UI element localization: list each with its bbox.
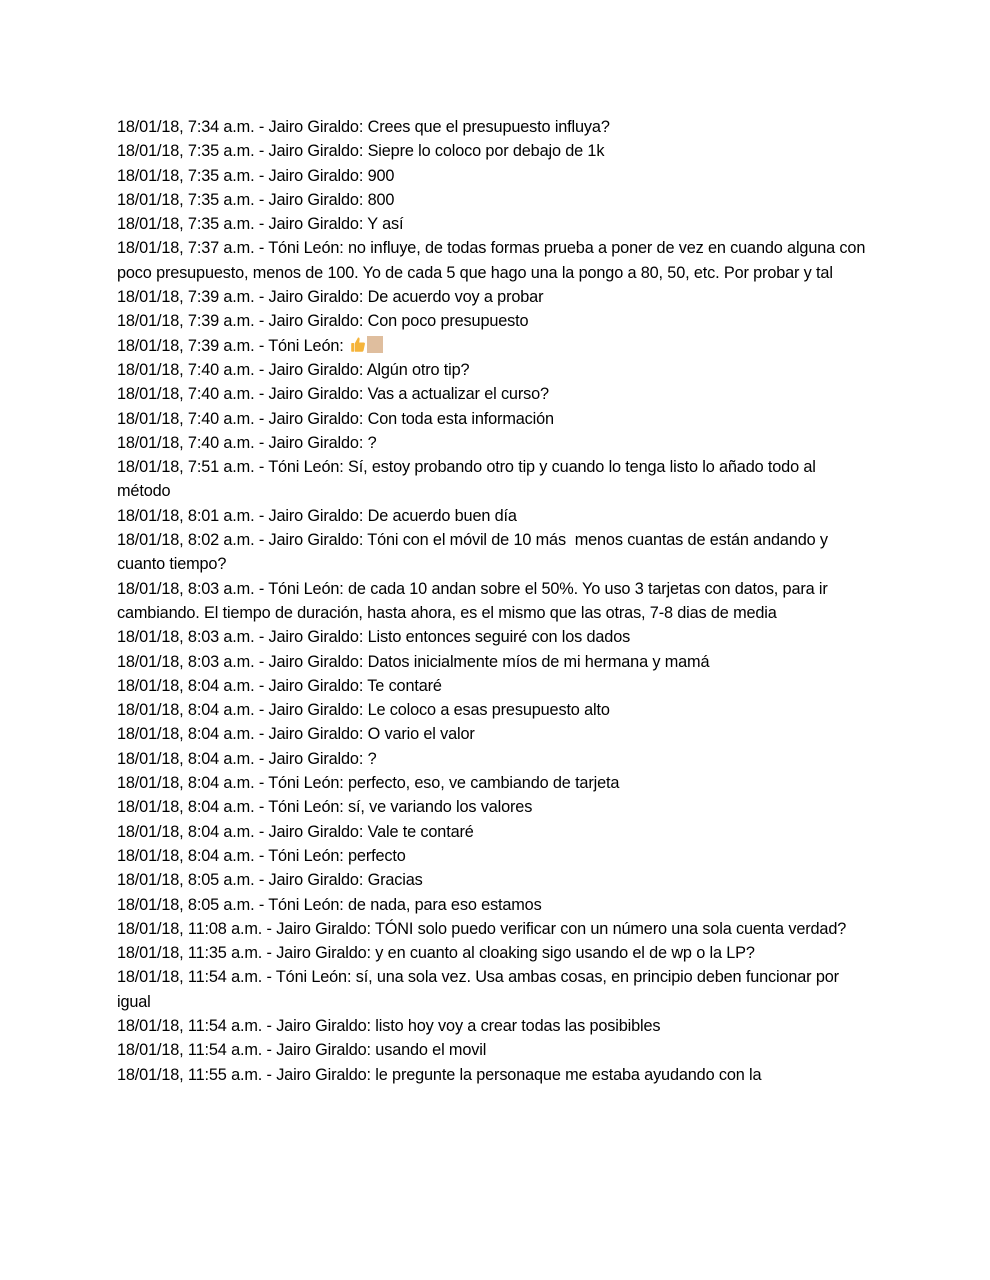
- message-sender: Jairo Giraldo: [268, 749, 359, 768]
- message-timestamp: 18/01/18, 8:03 a.m.: [117, 628, 255, 647]
- chat-message: 18/01/18, 8:04 a.m. - Tóni León: perfecto, eso, ve cambiando de tarjeta: [117, 774, 620, 793]
- message-sender: Tóni León: [268, 579, 340, 598]
- message-timestamp: 18/01/18, 8:04 a.m.: [117, 749, 255, 768]
- message-text: Le coloco a esas presupuesto alto: [367, 701, 610, 720]
- thumbs-up-icon: [350, 336, 366, 353]
- message-text: TÓNI solo puedo verificar con un número una sola cuenta verdad?: [375, 919, 847, 938]
- message-timestamp: 18/01/18, 11:55 a.m.: [117, 1065, 263, 1084]
- chat-message: 18/01/18, 7:35 a.m. - Jairo Giraldo: 900: [117, 166, 395, 185]
- message-sender: Tóni León: [275, 968, 347, 987]
- message-sender: Jairo Giraldo: [268, 385, 359, 404]
- chat-message: 18/01/18, 8:04 a.m. - Jairo Giraldo: Vale te contaré: [117, 822, 474, 841]
- message-timestamp: 18/01/18, 11:54 a.m.: [117, 1016, 263, 1035]
- chat-message: 18/01/18, 11:55 a.m. - Jairo Giraldo: le pregunte la personaque me estaba ayudando con la: [117, 1065, 762, 1084]
- skin-tone-modifier-icon: [367, 336, 383, 353]
- chat-message: 18/01/18, 7:39 a.m. - Jairo Giraldo: Con poco presupuesto: [117, 312, 529, 331]
- message-timestamp: 18/01/18, 7:39 a.m.: [117, 312, 255, 331]
- message-timestamp: 18/01/18, 8:05 a.m.: [117, 871, 255, 890]
- chat-message: 18/01/18, 8:05 a.m. - Jairo Giraldo: Gracias: [117, 871, 423, 890]
- message-text: de cada 10 andan sobre el 50%. Yo uso 3 tarjetas con datos, para ir cambiando. El tiempo de duración, hasta ahora, es el mismo que las otras, 7-8 dias de media: [117, 579, 833, 622]
- message-sender: Jairo Giraldo: [268, 190, 359, 209]
- chat-message: 18/01/18, 7:39 a.m. - Tóni León:: [117, 334, 869, 358]
- message-text: no influye, de todas formas prueba a poner de vez en cuando alguna con poco presupuesto, menos de 100. Yo de cada 5 que hago una la pongo a 80, 50, etc. Por probar y tal: [117, 239, 870, 282]
- message-sender: Tóni León: [268, 336, 340, 355]
- message-timestamp: 18/01/18, 8:04 a.m.: [117, 846, 255, 865]
- message-sender: Jairo Giraldo: [268, 142, 359, 161]
- message-text: Gracias: [367, 871, 423, 890]
- message-text: O vario el valor: [367, 725, 475, 744]
- message-timestamp: 18/01/18, 8:04 a.m.: [117, 822, 255, 841]
- chat-message: 18/01/18, 7:40 a.m. - Jairo Giraldo: Con toda esta información: [117, 409, 554, 428]
- message-timestamp: 18/01/18, 11:35 a.m.: [117, 944, 263, 963]
- message-timestamp: 18/01/18, 7:40 a.m.: [117, 409, 255, 428]
- message-sender: Tóni León: [268, 895, 340, 914]
- chat-message: 18/01/18, 7:35 a.m. - Jairo Giraldo: 800: [117, 190, 395, 209]
- message-sender: Jairo Giraldo: [268, 725, 359, 744]
- message-sender: Tóni León: [268, 239, 340, 258]
- chat-message: 18/01/18, 11:35 a.m. - Jairo Giraldo: y en cuanto al cloaking sigo usando el de wp o la LP?: [117, 944, 755, 963]
- message-timestamp: 18/01/18, 8:05 a.m.: [117, 895, 255, 914]
- chat-message: 18/01/18, 7:34 a.m. - Jairo Giraldo: Crees que el presupuesto influya?: [117, 118, 610, 136]
- chat-message: 18/01/18, 7:39 a.m. - Jairo Giraldo: De acuerdo voy a probar: [117, 288, 544, 307]
- message-timestamp: 18/01/18, 7:37 a.m.: [117, 239, 255, 258]
- message-sender: Jairo Giraldo: [268, 288, 359, 307]
- message-timestamp: 18/01/18, 8:04 a.m.: [117, 676, 255, 695]
- message-text: De acuerdo voy a probar: [367, 288, 544, 307]
- message-text: Y así: [367, 215, 404, 234]
- message-sender: Jairo Giraldo: [268, 701, 359, 720]
- chat-message: 18/01/18, 8:04 a.m. - Jairo Giraldo: Le coloco a esas presupuesto alto: [117, 701, 610, 720]
- message-sender: Jairo Giraldo: [276, 1041, 367, 1060]
- chat-message: 18/01/18, 7:35 a.m. - Jairo Giraldo: Y así: [117, 215, 404, 234]
- message-timestamp: 18/01/18, 7:39 a.m.: [117, 288, 255, 307]
- message-sender: Jairo Giraldo: [268, 409, 359, 428]
- message-text: Listo entonces seguiré con los dados: [367, 628, 631, 647]
- message-timestamp: 18/01/18, 7:51 a.m.: [117, 458, 255, 477]
- message-text: Sí, estoy probando otro tip y cuando lo tenga listo lo añado todo al método: [117, 458, 821, 501]
- message-sender: Jairo Giraldo: [268, 360, 359, 379]
- chat-message: 18/01/18, 7:51 a.m. - Tóni León: Sí, estoy probando otro tip y cuando lo tenga listo lo añado todo al método: [117, 458, 821, 501]
- message-sender: Jairo Giraldo: [268, 676, 359, 695]
- chat-transcript: [117, 115, 869, 1087]
- message-sender: Jairo Giraldo: [268, 166, 359, 185]
- message-timestamp: 18/01/18, 8:04 a.m.: [117, 798, 255, 817]
- message-sender: Jairo Giraldo: [268, 506, 359, 525]
- message-timestamp: 18/01/18, 7:39 a.m.: [117, 336, 255, 355]
- message-sender: Jairo Giraldo: [268, 628, 359, 647]
- chat-message: 18/01/18, 8:01 a.m. - Jairo Giraldo: De acuerdo buen día: [117, 506, 517, 525]
- message-text: Algún otro tip?: [366, 360, 470, 379]
- message-sender: Jairo Giraldo: [268, 652, 359, 671]
- message-text: le pregunte la personaque me estaba ayudando con la: [375, 1065, 762, 1084]
- message-timestamp: 18/01/18, 8:03 a.m.: [117, 579, 255, 598]
- chat-message: 18/01/18, 11:54 a.m. - Jairo Giraldo: usando el movil: [117, 1041, 487, 1060]
- message-text: de nada, para eso estamos: [348, 895, 542, 914]
- message-sender: Jairo Giraldo: [268, 871, 359, 890]
- chat-message: 18/01/18, 8:03 a.m. - Jairo Giraldo: Datos inicialmente míos de mi hermana y mamá: [117, 652, 710, 671]
- message-timestamp: 18/01/18, 7:40 a.m.: [117, 385, 255, 404]
- chat-message: 18/01/18, 8:04 a.m. - Jairo Giraldo: Te contaré: [117, 676, 442, 695]
- message-text: sí, ve variando los valores: [348, 798, 533, 817]
- message-timestamp: 18/01/18, 11:54 a.m.: [117, 1041, 263, 1060]
- message-timestamp: 18/01/18, 8:04 a.m.: [117, 774, 255, 793]
- chat-message: 18/01/18, 11:08 a.m. - Jairo Giraldo: TÓNI solo puedo verificar con un número una sola cuenta verdad?: [117, 919, 847, 938]
- chat-message: 18/01/18, 7:40 a.m. - Jairo Giraldo: Algún otro tip?: [117, 360, 470, 379]
- message-text: ?: [367, 749, 377, 768]
- message-text: perfecto, eso, ve cambiando de tarjeta: [348, 774, 620, 793]
- chat-message: 18/01/18, 7:40 a.m. - Jairo Giraldo: Vas a actualizar el curso?: [117, 385, 549, 404]
- message-text: perfecto: [348, 846, 406, 865]
- message-text: 800: [367, 190, 395, 209]
- message-text: Vas a actualizar el curso?: [367, 385, 549, 404]
- message-text: ?: [367, 433, 377, 452]
- message-text: Siepre lo coloco por debajo de 1k: [367, 142, 605, 161]
- message-sender: Jairo Giraldo: [268, 215, 359, 234]
- chat-message: 18/01/18, 7:35 a.m. - Jairo Giraldo: Siepre lo coloco por debajo de 1k: [117, 142, 605, 161]
- chat-message: 18/01/18, 7:37 a.m. - Tóni León: no influye, de todas formas prueba a poner de vez en cuando alguna con poco presupuesto, menos de 100. Yo de cada 5 que hago una la pongo a 80, 50, etc. Por probar y tal: [117, 239, 870, 282]
- message-sender: Jairo Giraldo: [276, 944, 367, 963]
- message-timestamp: 18/01/18, 7:35 a.m.: [117, 142, 255, 161]
- message-timestamp: 18/01/18, 7:35 a.m.: [117, 166, 255, 185]
- chat-message: 18/01/18, 8:02 a.m. - Jairo Giraldo: Tóni con el móvil de 10 más menos cuantas de están andando y cuanto tiempo?: [117, 531, 833, 574]
- chat-message: 18/01/18, 7:40 a.m. - Jairo Giraldo: ?: [117, 433, 377, 452]
- message-timestamp: 18/01/18, 7:35 a.m.: [117, 190, 255, 209]
- chat-message: 18/01/18, 8:03 a.m. - Jairo Giraldo: Listo entonces seguiré con los dados: [117, 628, 631, 647]
- message-sender: Tóni León: [268, 798, 340, 817]
- message-sender: Jairo Giraldo: [276, 1016, 367, 1035]
- message-text: 900: [367, 166, 395, 185]
- message-sender: Jairo Giraldo: [268, 118, 359, 136]
- message-timestamp: 18/01/18, 11:08 a.m.: [117, 919, 263, 938]
- message-text: De acuerdo buen día: [367, 506, 517, 525]
- message-timestamp: 18/01/18, 8:04 a.m.: [117, 701, 255, 720]
- chat-message: 18/01/18, 8:04 a.m. - Tóni León: sí, ve variando los valores: [117, 798, 533, 817]
- message-text: Con toda esta información: [367, 409, 554, 428]
- message-text: sí, una sola vez. Usa ambas cosas, en principio deben funcionar por igual: [117, 968, 844, 1011]
- message-timestamp: 18/01/18, 7:40 a.m.: [117, 433, 255, 452]
- message-timestamp: 18/01/18, 7:40 a.m.: [117, 360, 255, 379]
- chat-message: 18/01/18, 8:04 a.m. - Tóni León: perfecto: [117, 846, 406, 865]
- message-timestamp: 18/01/18, 8:04 a.m.: [117, 725, 255, 744]
- message-sender: Jairo Giraldo: [276, 1065, 367, 1084]
- message-sender: Jairo Giraldo: [268, 822, 359, 841]
- message-timestamp: 18/01/18, 7:34 a.m.: [117, 118, 255, 136]
- message-timestamp: 18/01/18, 11:54 a.m.: [117, 968, 263, 987]
- chat-message: 18/01/18, 8:04 a.m. - Jairo Giraldo: O vario el valor: [117, 725, 475, 744]
- chat-message: 18/01/18, 11:54 a.m. - Tóni León: sí, una sola vez. Usa ambas cosas, en principio deben funcionar por igual: [117, 968, 844, 1011]
- message-timestamp: 18/01/18, 8:03 a.m.: [117, 652, 255, 671]
- message-sender: Jairo Giraldo: [268, 433, 359, 452]
- chat-message: 18/01/18, 8:04 a.m. - Jairo Giraldo: ?: [117, 749, 377, 768]
- message-text: y en cuanto al cloaking sigo usando el de wp o la LP?: [375, 944, 755, 963]
- chat-message: 18/01/18, 8:03 a.m. - Tóni León: de cada 10 andan sobre el 50%. Yo uso 3 tarjetas con datos, para ir cambiando. El tiempo de duración, hasta ahora, es el mismo que las otras, 7-8 dias de media: [117, 579, 833, 622]
- message-text: Datos inicialmente míos de mi hermana y mamá: [367, 652, 710, 671]
- message-timestamp: 18/01/18, 8:02 a.m.: [117, 531, 255, 550]
- message-text: Vale te contaré: [367, 822, 474, 841]
- chat-message: 18/01/18, 11:54 a.m. - Jairo Giraldo: listo hoy voy a crear todas las posibibles: [117, 1016, 661, 1035]
- message-text: Tóni con el móvil de 10 más menos cuantas de están andando y cuanto tiempo?: [117, 531, 833, 574]
- message-sender: Jairo Giraldo: [268, 312, 359, 331]
- message-text: usando el movil: [375, 1041, 487, 1060]
- message-sender: Tóni León: [268, 846, 340, 865]
- message-timestamp: 18/01/18, 8:01 a.m.: [117, 506, 255, 525]
- chat-message: 18/01/18, 8:05 a.m. - Tóni León: de nada, para eso estamos: [117, 895, 542, 914]
- message-sender: Tóni León: [268, 458, 340, 477]
- message-sender: Jairo Giraldo: [276, 919, 367, 938]
- message-text: Con poco presupuesto: [367, 312, 529, 331]
- message-sender: Tóni León: [268, 774, 340, 793]
- message-text: listo hoy voy a crear todas las posibibles: [375, 1016, 661, 1035]
- message-sender: Jairo Giraldo: [268, 531, 359, 550]
- message-text: Te contaré: [367, 676, 442, 695]
- message-text: Crees que el presupuesto influya?: [367, 118, 610, 136]
- message-timestamp: 18/01/18, 7:35 a.m.: [117, 215, 255, 234]
